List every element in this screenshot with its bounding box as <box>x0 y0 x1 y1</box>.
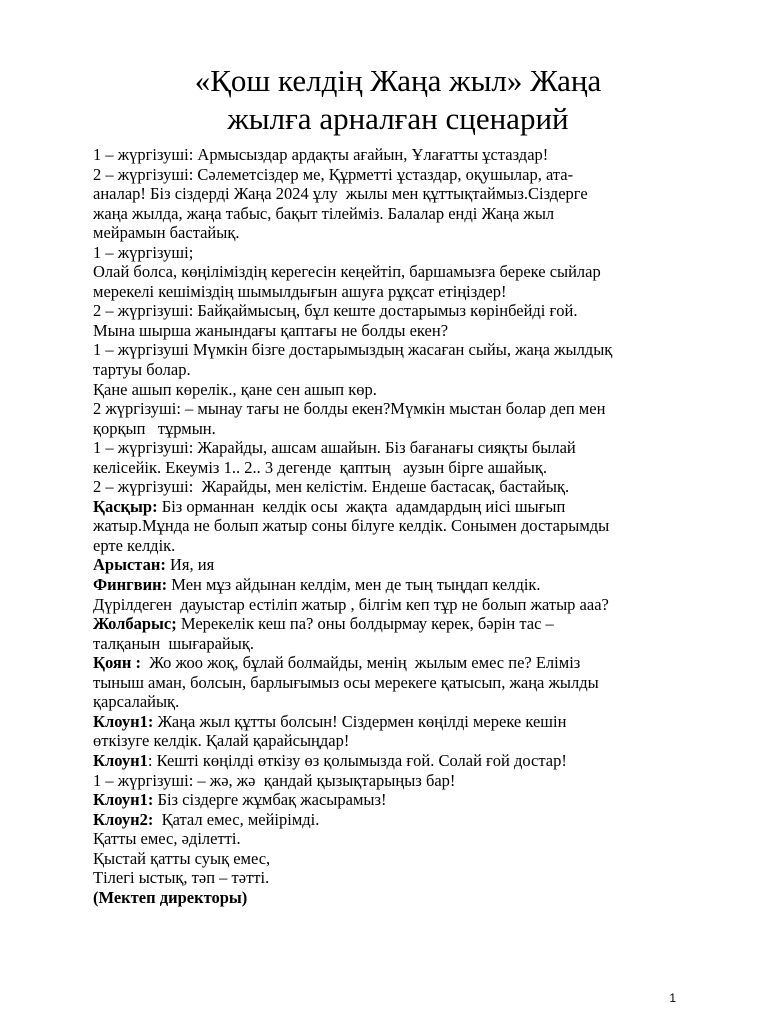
script-line <box>93 575 693 595</box>
line-text: ерте келдік. <box>93 535 176 555</box>
line-text: Қане ашып көрелік., қане сен ашып көр. <box>93 379 377 399</box>
script-line <box>93 321 693 341</box>
script-line <box>93 849 693 869</box>
script-line <box>93 380 693 400</box>
line-text: жатыр.Мұнда не болып жатыр соны білуге келдік. Сонымен достарымды <box>93 516 610 536</box>
script-line <box>93 536 693 556</box>
line-text: : Кешті көңілді өткізу өз қолымызда ғой. Солай ғой достар! <box>147 750 567 770</box>
line-text: Жо жоо жоқ, бұлай болмайды, менің жылым емес пе? Еліміз <box>140 653 581 673</box>
script-line <box>93 301 693 321</box>
line-text: Дүрілдеген дауыстар естіліп жатыр , білгім кеп тұр не болып жатыр ааа? <box>93 594 609 614</box>
speaker-name: Арыстан: <box>93 555 166 575</box>
script-line <box>93 399 693 419</box>
script-line <box>93 634 693 654</box>
speaker-name: Фингвин: <box>93 575 168 595</box>
title-line-1: «Қош келдің Жаңа жыл» Жаңа <box>194 63 602 98</box>
line-text: 2 – жүргізуші: Жарайды, мен келістім. Ендеше бастасақ, бастайық. <box>93 477 570 497</box>
script-line <box>93 614 693 634</box>
script-line <box>93 282 693 302</box>
script-line <box>93 595 693 615</box>
line-text: талқанын шығарайық. <box>93 633 254 653</box>
line-text: Жаңа жыл құтты болсын! Сіздермен көңілді мереке кешін <box>153 711 567 731</box>
line-text: аналар! Біз сіздерді Жаңа 2024 ұлу жылы мен құттықтаймыз.Сіздерге <box>93 184 588 204</box>
script-line <box>93 243 693 263</box>
script-line <box>93 653 693 673</box>
line-text: Қатты емес, әділетті. <box>93 829 241 849</box>
document-title <box>0 62 768 138</box>
script-line <box>93 477 693 497</box>
line-text: 1 – жүргізуші: – жә, жә қандай қызықтарыңыз бар! <box>93 770 456 790</box>
line-text: келісейік. Екеуміз 1.. 2.. 3 дегенде қаптың аузын бірге ашайық. <box>93 457 547 477</box>
script-line <box>93 731 693 751</box>
script-line <box>93 458 693 478</box>
script-line <box>93 360 693 380</box>
line-text: Біз орманнан келдік осы жақта адамдардың иісі шығып <box>157 496 566 516</box>
script-line <box>93 184 693 204</box>
script-line <box>93 419 693 439</box>
speaker-name: Клоун1: <box>93 711 154 731</box>
line-text: Мына шырша жанындағы қаптағы не болды екен? <box>93 320 449 340</box>
line-text: Мен мұз айдынан келдім, мен де тың тыңдап келдік. <box>167 575 541 595</box>
line-text: 1 – жүргізуші: Армысыздар ардақты ағайын, Ұлағатты ұстаздар! <box>93 145 549 164</box>
script-line <box>93 712 693 732</box>
line-text: 1 – жүргізуші; <box>93 242 194 262</box>
script-line <box>93 829 693 849</box>
speaker-name: Жолбарыс; <box>93 614 177 634</box>
script-line <box>93 497 693 517</box>
line-text: мерекелі кешіміздің шымылдығын ашуға рұқсат етіңіздер! <box>93 281 507 301</box>
script-body <box>93 145 693 907</box>
script-line <box>93 223 693 243</box>
line-text: 2 – жүргізуші: Сәлеметсіздер ме, Құрметті ұстаздар, оқушылар, ата- <box>93 164 574 184</box>
script-line <box>93 438 693 458</box>
script-line <box>93 771 693 791</box>
script-line <box>93 516 693 536</box>
line-text: Қыстай қатты суық емес, <box>93 848 271 868</box>
line-text: 2 – жүргізуші: Байқаймысың, бұл кеште достарымыз көрінбейді ғой. <box>93 301 578 321</box>
line-text: жаңа жылда, жаңа табыс, бақыт тілейміз. Балалар енді Жаңа жыл <box>93 203 555 223</box>
speaker-name: Клоун1: <box>93 790 154 810</box>
title-line-2: жылға арналған сценарий <box>227 101 569 136</box>
script-line <box>93 692 693 712</box>
line-text: 2 жүргізуші: – мынау тағы не болды екен?Мүмкін мыстан болар деп мен <box>93 399 606 419</box>
line-text: мейрамын бастайық. <box>93 223 240 243</box>
line-text: 1 – жүргізуші: Жарайды, ашсам ашайын. Біз бағанағы сияқты былай <box>93 438 576 458</box>
line-text: Тілегі ыстық, тәп – тәтті. <box>93 868 270 888</box>
line-text: Ия, ия <box>165 555 215 575</box>
line-text: 1 – жүргізуші Мүмкін бізге достарымыздың жасаған сыйы, жаңа жылдық <box>93 340 613 360</box>
line-text: тартуы болар. <box>93 360 191 380</box>
script-line <box>93 790 693 810</box>
page-number: 1 <box>669 991 676 1005</box>
line-text: өткізуге келдік. Қалай қарайсыңдар! <box>93 731 350 751</box>
script-line <box>93 262 693 282</box>
script-line <box>93 751 693 771</box>
line-text: Қатал емес, мейірімді. <box>153 809 320 829</box>
speaker-name: Клоун2: <box>93 809 154 829</box>
script-line <box>93 340 693 360</box>
line-text: қорқып тұрмын. <box>93 418 216 438</box>
line-text: қарсалайық. <box>93 692 180 712</box>
speaker-name: Қоян : <box>93 653 141 673</box>
script-line <box>93 868 693 888</box>
speaker-name: Клоун1 <box>93 750 148 770</box>
line-text: Олай болса, көңіліміздің керегесін кеңейтіп, баршамызға береке сыйлар <box>93 262 601 282</box>
line-text: Мерекелік кеш па? оны болдырмау керек, бәрін тас – <box>176 614 554 634</box>
script-line <box>93 888 693 908</box>
script-line <box>93 555 693 575</box>
speaker-name: (Мектеп директоры) <box>93 887 248 907</box>
script-line <box>93 673 693 693</box>
line-text: Біз сіздерге жұмбақ жасырамыз! <box>153 790 387 810</box>
script-line <box>93 145 693 165</box>
script-line <box>93 165 693 185</box>
line-text: тыныш аман, болсын, барлығымыз осы мерекеге қатысып, жаңа жылды <box>93 672 599 692</box>
script-line <box>93 204 693 224</box>
speaker-name: Қасқыр: <box>93 496 158 516</box>
script-line <box>93 810 693 830</box>
